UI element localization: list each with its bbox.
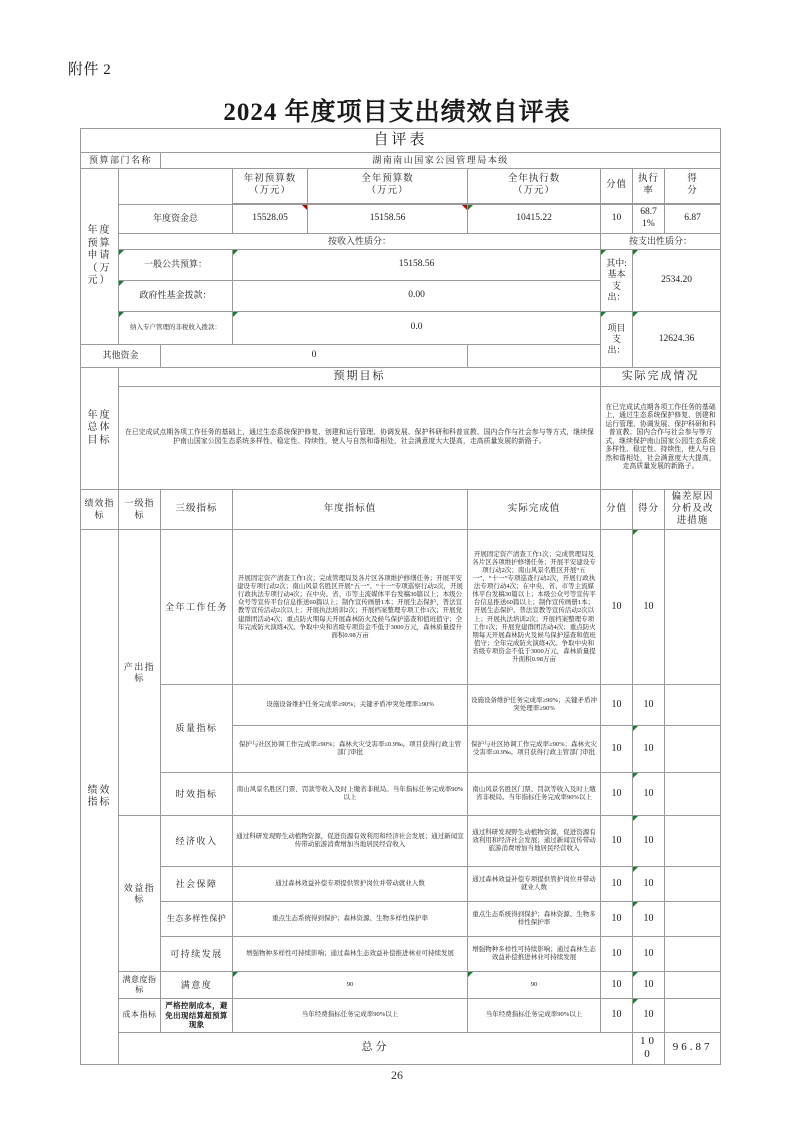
total-score-row: [81, 1032, 721, 1065]
by-income-label: 按收入性质分：: [119, 233, 601, 249]
deviation-quality-1: [665, 685, 721, 726]
score-value-quality-2: 10: [601, 726, 633, 773]
target-eco-diversity: 重点生态系统得到保护；森林资源、生物多样性保护率: [233, 902, 468, 937]
deviation-satisfaction: [665, 972, 721, 999]
col-perf-indicator: 绩效指 标: [81, 489, 119, 530]
deviation-annual-task: [665, 530, 721, 685]
level1-benefit: 效益指标: [119, 816, 161, 972]
actual-social-security: 通过森林效益补偿专项提供管护岗位并带动就业人数: [468, 867, 601, 902]
actual-quality-1: 设施设备维护任务完成率≥90%；关键矛盾冲突处理率≥90%: [468, 685, 601, 726]
table-row: [81, 937, 721, 972]
table-row: [81, 816, 721, 867]
expected-goal-text: 在已完成试点期各项工作任务的基础上，通过生态系统保护修复、创建和运行管理、协调发展、保护科研和科普宣教、国内合作与社会参与等方式，继续保护南山国家公园生态系统多样性、稳定性、持续性，使人与自然和谐相处，社会满意度大大提高，走高质量发展的新路子。: [119, 386, 601, 489]
income-value-3: 0.0: [233, 312, 601, 345]
attachment-label: 附件 2: [68, 62, 112, 78]
actual-economic-income: 通过科研发现野生动植物资源，促进资源有效利用和经济社会发展；通过新闻宣传带动旅游消费增加当地居民经营收入: [468, 816, 601, 867]
total-funds-exec-rate: 68.71%: [633, 205, 665, 234]
income-label-1: 一般公共预算：: [119, 250, 233, 281]
income-label-2: 政府性基金拨款：: [119, 281, 233, 312]
actual-satisfaction: 90: [468, 972, 601, 999]
deviation-sustainable: [665, 937, 721, 972]
actual-eco-diversity: 重点生态系统得到保护；森林资源、生物多样性保护率: [468, 902, 601, 937]
income-row-1: [81, 250, 721, 281]
department-label: 预算部门名称: [81, 152, 161, 168]
score-got-social-security: 10: [633, 867, 665, 902]
total-label: 总分: [119, 1032, 633, 1065]
table-row: [81, 972, 721, 999]
income-value-1: 15158.56: [233, 250, 601, 281]
page-title: 2024 年度项目支出绩效自评表: [223, 99, 571, 126]
score-value-eco-diversity: 10: [601, 902, 633, 937]
goal-row-label-text: 年度总体目标: [87, 409, 112, 446]
level3-economic-income: 经济收入: [161, 816, 233, 867]
expense-label-1: 其中:基本支出：: [601, 250, 633, 312]
goal-row-label: [81, 368, 119, 490]
col-level1-indicator: 一级指 标: [119, 489, 161, 530]
table-row: [81, 685, 721, 726]
target-quality-2: 保护与社区协调工作完成率≥90%；森林火灾受害率≤0.9‰。项目获得行政主管部门审批: [233, 726, 468, 773]
deviation-economic-income: [665, 816, 721, 867]
level3-timeliness: 时效指标: [161, 773, 233, 816]
col-exec-rate: 执行率: [633, 169, 665, 204]
income-row-3: [81, 312, 721, 345]
score-value-sustainable: 10: [601, 937, 633, 972]
level3-satisfaction: 满意度: [161, 972, 233, 999]
budget-header-row: [81, 169, 721, 204]
col-ind-score-got: 得分: [633, 489, 665, 530]
col-level3-indicator: 三级指标: [161, 489, 233, 530]
income-value-4: 0: [161, 345, 468, 368]
actual-goal-header: 实际完成情况: [601, 368, 721, 387]
score-value-economic-income: 10: [601, 816, 633, 867]
expected-goal-header: 预期目标: [119, 368, 601, 387]
total-funds-annual-budget: 15158.56: [308, 205, 468, 234]
total-score-value: 100: [633, 1032, 665, 1065]
col-annual-target: 年度指标值: [233, 489, 468, 530]
department-row: [81, 152, 721, 168]
level1-cost: 成本指标: [119, 999, 161, 1032]
score-value-annual-task: 10: [601, 530, 633, 685]
col-actual-value: 实际完成值: [468, 489, 601, 530]
income-label-4: 其他资金: [81, 345, 161, 368]
total-funds-annual-exec: 10415.22: [468, 205, 601, 234]
level3-annual-task: 全年工作任务: [161, 530, 233, 685]
perf-indicator-label: 绩效指标: [81, 530, 119, 1065]
total-funds-initial-budget: 15528.05: [233, 205, 308, 234]
budget-section-label: [81, 169, 119, 345]
actual-annual-task: 开展固定资产清查工作1次；完成管理局及各片区各项维护修缮任务；开展平安建设专项行动2次；南山风景名胜区开展“五一”、“十一”专项巡查行动2次，开展行政执法专项行动4次；在中央、省、市等主流媒体平台发稿30篇以上；本级公众号等宣传平台信息推送60篇以上；制作宣传画册1本；开展生态保护、普法宣教等宣传活动2次以上；开展执法培训2次；开展档案整理专项工作1次；开展党建群团活动4次；重点防火期每天开展森林防火及候鸟保护巡查和值班值守；全年完成防火演练4次。争取中央和省级专项资金不低于3000万元，森林质量提升面积0.98万亩: [468, 530, 601, 685]
table-row: [81, 999, 721, 1032]
deviation-eco-diversity: [665, 902, 721, 937]
income-value-2: 0.00: [233, 281, 601, 312]
total-funds-label: 年度资金总: [119, 205, 233, 234]
budget-section-label-text: 年度预算申请（万元）: [87, 225, 112, 287]
table-row: [81, 773, 721, 816]
page-number: 26: [391, 1068, 403, 1082]
expense-label-2: 项目支出：: [601, 312, 633, 368]
level3-sustainable: 可持续发展: [161, 937, 233, 972]
total-score-got: 96.87: [665, 1032, 721, 1065]
actual-goal-text: 在已完成试点期各项工作任务的基础上，通过生态系统保护修复、创建和运行管理、协调发展、保护科研和科普宣教、国内合作与社会参与等方式，继续保护南山国家公园生态系统多样性、稳定性、持续性，使人与自然和谐相处，社会满意度大大提高，走高质量发展的新路子。: [601, 386, 721, 489]
target-timeliness: 南山风景名胜区门票、罚款等收入及时上缴省非税局。当年指标任务完成率90%以上: [233, 773, 468, 816]
score-value-cost-control: 10: [601, 999, 633, 1032]
target-annual-task: 开展固定资产清查工作1次；完成管理局及各片区各项维护修缮任务；开展平安建设专项行动2次；南山风景名胜区开展“五一”、“十一”专项巡察行动2次，开展行政执法专项行动4次；在中央、省、市等主流媒体平台发稿30篇以上；本级公众号等宣传平台信息推送60篇以上；制作宣传画册1本；开展生态保护、普法宣教等宣传活动2次以上；开展执法培训2次；开展档案整理专项工作1次；开展党建群团活动4次；重点防火期每天开展森林防火及候鸟保护巡查和值班值守；全年完成防火演练4次。争取中央和省级专项资金不低于3000万元，森林质量提升面积0.98万亩: [233, 530, 468, 685]
col-annual-exec: 全年执行数 （万元）: [468, 169, 601, 204]
level3-eco-diversity: 生态多样性保护: [161, 902, 233, 937]
total-funds-score-value: 10: [601, 205, 633, 234]
total-funds-score-got: 6.87: [665, 205, 721, 234]
budget-corner-cell: [119, 169, 233, 205]
score-got-quality-1: 10: [633, 685, 665, 726]
level3-cost-control: 严格控制成本，避免出现结算超预算现象: [161, 999, 233, 1032]
nature-split-row: [81, 233, 721, 249]
score-value-satisfaction: 10: [601, 972, 633, 999]
self-evaluation-table: [80, 128, 721, 1065]
target-satisfaction: 90: [233, 972, 468, 999]
expense-value-2: 12624.36: [633, 312, 721, 368]
goal-header-row: [81, 368, 721, 387]
actual-sustainable: 增强物种多样性可持续影响；通过森林生态效益补偿推进林业可持续发展: [468, 937, 601, 972]
col-initial-budget: 年初预算数 （万元）: [233, 169, 308, 204]
score-got-satisfaction: 10: [633, 972, 665, 999]
goal-body-row: [81, 386, 721, 489]
col-deviation: 偏差原因分析及改进措施: [665, 489, 721, 530]
score-got-cost-control: 10: [633, 999, 665, 1032]
level1-chuchu: 产出指标: [119, 530, 161, 816]
actual-timeliness: 南山风景名胜区门票、罚款等收入及时上缴省非税局。当年指标任务完成率90%以上: [468, 773, 601, 816]
actual-cost-control: 当年经费指标任务完成率90%以上: [468, 999, 601, 1032]
department-value: 湖南南山国家公园管理局本级: [161, 152, 721, 168]
table-row: [81, 902, 721, 937]
table-row: [81, 867, 721, 902]
deviation-social-security: [665, 867, 721, 902]
col-score-got: 得 分: [665, 169, 721, 204]
target-cost-control: 当年经费指标任务完成率90%以上: [233, 999, 468, 1032]
score-got-annual-task: 10: [633, 530, 665, 685]
score-value-quality-1: 10: [601, 685, 633, 726]
deviation-quality-2: [665, 726, 721, 773]
target-economic-income: 通过科研发现野生动植物资源，促进资源有效利用和经济社会发展；通过新闻宣传带动旅游消费增加当地居民经营收入: [233, 816, 468, 867]
score-got-eco-diversity: 10: [633, 902, 665, 937]
sheet-title-row: [81, 129, 721, 153]
col-annual-budget: 全年预算数 （万元）: [308, 169, 468, 204]
target-quality-1: 设施设备维护任务完成率≥90%；关键矛盾冲突处理率≥90%: [233, 685, 468, 726]
by-expense-label: 按支出性质分：: [601, 233, 721, 249]
score-got-timeliness: 10: [633, 773, 665, 816]
col-ind-score-value: 分值: [601, 489, 633, 530]
income-label-3: 纳入专户管理的非税收入拨款：: [119, 312, 233, 345]
sheet-title: 自评表: [81, 129, 721, 153]
target-social-security: 通过森林效益补偿专项提供管护岗位并带动就业人数: [233, 867, 468, 902]
deviation-cost-control: [665, 999, 721, 1032]
score-got-economic-income: 10: [633, 816, 665, 867]
col-score-value: 分值: [601, 169, 633, 204]
total-funds-row: [81, 205, 721, 234]
score-value-timeliness: 10: [601, 773, 633, 816]
score-got-sustainable: 10: [633, 937, 665, 972]
indicator-header-row: [81, 489, 721, 530]
deviation-timeliness: [665, 773, 721, 816]
table-row: [81, 530, 721, 685]
level3-quality: 质量指标: [161, 685, 233, 773]
level3-social-security: 社会保障: [161, 867, 233, 902]
actual-quality-2: 保护与社区协调工作完成率≥90%；森林火灾受害率≤0.9‰。项目获得行政主管部门审批: [468, 726, 601, 773]
level1-satisfaction: 满意度指标: [119, 972, 161, 999]
expense-value-1: 2534.20: [633, 250, 721, 312]
score-got-quality-2: 10: [633, 726, 665, 773]
target-sustainable: 增强物种多样性可持续影响；通过森林生态效益补偿推进林业可持续发展: [233, 937, 468, 972]
score-value-social-security: 10: [601, 867, 633, 902]
